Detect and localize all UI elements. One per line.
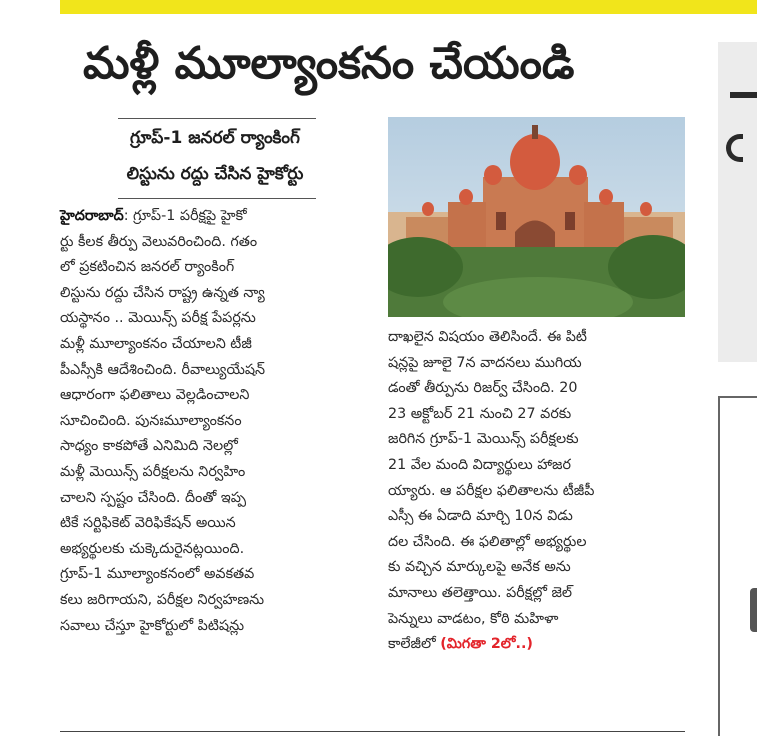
adjacent-glyph-fragment (726, 134, 743, 162)
adjacent-article-panel (718, 42, 757, 362)
article-line: 23 అక్టోబర్ 21 నుంచి 27 వరకు (388, 405, 572, 422)
article-line: యస్థానం .. మెయిన్స్ పరీక్ష పేపర్లను (60, 310, 256, 327)
subhead-bottom-rule (118, 198, 316, 199)
bottom-rule (60, 731, 685, 732)
article-line: పీఎస్సీకి ఆదేశించింది. రీవాల్యుయేషన్ (60, 361, 266, 378)
article-line: య్యారు. ఆ పరీక్షల ఫలితాలను టీజీపీ (388, 482, 595, 499)
article-line: హైదరాబాద్: గ్రూప్-1 పరీక్షపై హైకో (60, 208, 247, 224)
article-line: అభ్యర్థులకు చుక్కెదురైనట్లయింది. (60, 540, 245, 557)
article-line: సవాలు చేస్తూ హైకోర్టులో పిటిషన్లు (60, 617, 245, 634)
article-line: పెన్నులు వాడటం, కోఠి మహిళా (388, 610, 559, 627)
article-column-2 (388, 325, 688, 658)
article-line: ఆధారంగా ఫలితాలు వెల్లడించాలని (60, 387, 250, 404)
adjacent-boxed-article (718, 396, 757, 736)
article-line: డంతో తీర్పును రిజర్వ్ చేసింది. 20 (388, 380, 578, 397)
article-line: 21 వేల మంది విద్యార్థులు హాజర (388, 456, 571, 473)
article-line: మళ్లీ మెయిన్స్ పరీక్షలను నిర్వహిం (60, 463, 246, 480)
subhead-line-1: గ్రూప్-1 జనరల్ ర్యాంకింగ్ (130, 128, 300, 148)
top-color-bar (60, 0, 757, 14)
article-line: షన్లపై జూలై 7న వాదనలు ముగియ (388, 354, 582, 371)
article-line: మళ్లీ మూల్యాంకనం చేయాలని టీజీ (60, 335, 252, 352)
article-line: దల చేసింది. ఈ ఫలితాల్లో అభ్యర్థుల (388, 533, 587, 550)
article-line: టికే సర్టిఫికెట్ వెరిఫికేషన్ అయిన (60, 515, 236, 532)
article-line: గ్రూప్-1 మూల్యాంకనంలో అవకతవ (60, 566, 255, 583)
subhead-line-2: లిస్టును రద్దు చేసిన హైకోర్టు (126, 164, 304, 184)
article-line: ఎస్సీ ఈ ఏడాది మార్చి 10న విడు (388, 508, 573, 525)
article-line: కాలేజీలో (మిగతా 2లో..) (388, 636, 533, 653)
headline: మళ్లీ మూల్యాంకనం చేయండి (83, 38, 575, 89)
article-line: చాలని స్పష్టం చేసింది. దీంతో ఇప్ప (60, 489, 247, 506)
article-line: జరిగిన గ్రూప్-1 మెయిన్స్ పరీక్షలకు (388, 431, 579, 448)
article-line: సాధ్యం కాకపోతే ఎనిమిది నెలల్లో (60, 438, 238, 455)
article-line: సూచించింది. పునఃమూల్యాంకనం (60, 412, 242, 429)
article-column-1 (60, 204, 380, 639)
adjacent-glyph-fragment (730, 92, 757, 98)
article-line: లో ప్రకటించిన జనరల్ ర్యాంకింగ్ (60, 259, 235, 276)
dateline: హైదరాబాద్ (60, 208, 124, 224)
article-line: ర్టు కీలక తీర్పు వెలువరించింది. గతం (60, 233, 258, 250)
subhead-top-rule (118, 118, 316, 119)
adjacent-glyph-fragment (750, 588, 757, 632)
continued-on-page-2-link[interactable]: (మిగతా 2లో..) (440, 636, 533, 653)
article-line: కు వచ్చిన మార్కులపై అనేక అను (388, 559, 571, 576)
article-line: దాఖలైన విషయం తెలిసిందే. ఈ పిటీ (388, 329, 587, 345)
article-line: మానాలు తలెత్తాయి. పరీక్షల్లో జెల్ (388, 584, 573, 601)
article-line: లిస్టును రద్దు చేసిన రాష్ట్ర ఉన్నత న్యా (60, 284, 265, 301)
high-court-building-photo (388, 117, 685, 317)
article-line: కలు జరిగాయని, పరీక్షల నిర్వహణను (60, 591, 265, 608)
